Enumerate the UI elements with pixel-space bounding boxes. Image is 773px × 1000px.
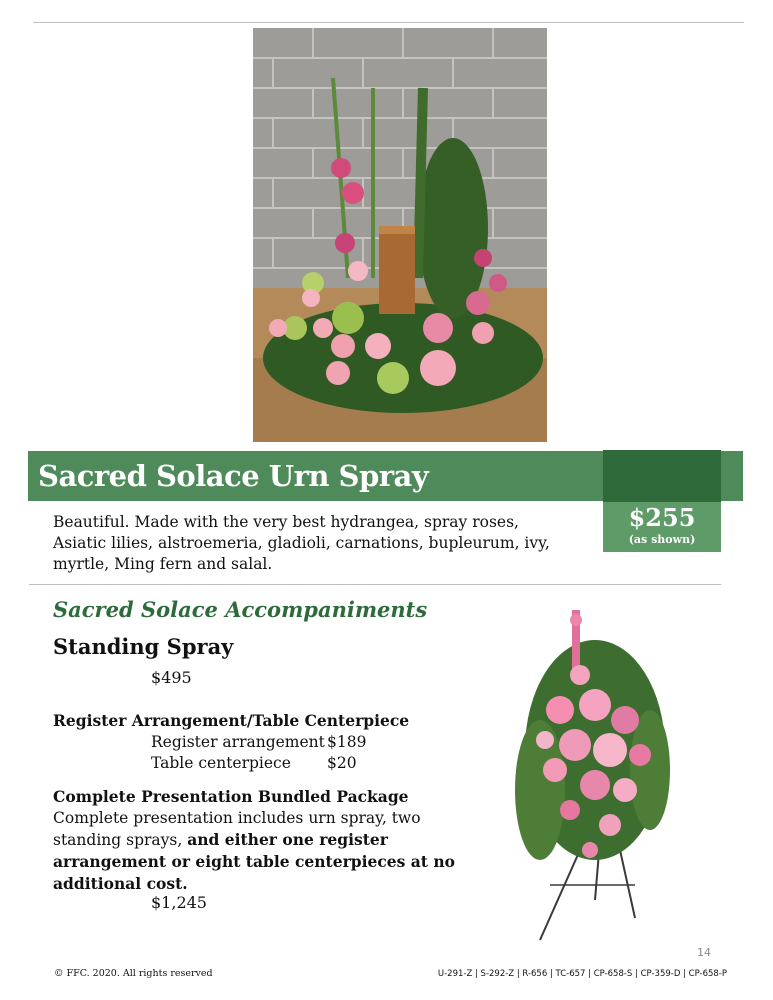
bundle-text: Complete presentation includes urn spray, two standing sprays, <box>53 809 421 849</box>
bundle-price: $1,245 <box>151 893 207 912</box>
section-rule <box>29 584 721 585</box>
copyright: © FFC. 2020. All rights reserved <box>54 968 213 979</box>
centerpiece-row-price: $20 <box>327 754 357 772</box>
bundle-title: Complete Presentation Bundled Package <box>53 787 409 806</box>
product-price: $255 <box>628 503 696 532</box>
product-description: Beautiful. Made with the very best hydrangea, spray roses, Asiatic lilies, alstroemeria, gladioli, carnations, bupleurum, ivy, myrtle, Ming fern and salal. <box>53 513 550 573</box>
standing-spray-title: Standing Spray <box>53 634 234 659</box>
register-row-price: $189 <box>327 733 367 751</box>
bundle-text-bold: and either one register arrangement or eight table centerpieces at no additional cost. <box>53 830 455 893</box>
price-note: (as shown) <box>628 533 696 546</box>
top-rule <box>33 22 744 23</box>
bundle-description <box>53 808 493 895</box>
price-box-accent <box>603 450 721 502</box>
accompaniments-heading: Sacred Solace Accompaniments <box>53 597 428 622</box>
page-number: 14 <box>697 946 711 959</box>
standing-spray-photo <box>500 600 700 945</box>
centerpiece-row-label: Table centerpiece <box>151 754 291 772</box>
urn-spray-photo <box>253 28 547 442</box>
product-title: Sacred Solace Urn Spray <box>38 459 429 493</box>
product-codes: U-291-Z | S-292-Z | R-656 | TC-657 | CP-658-S | CP-359-D | CP-658-P <box>437 969 727 979</box>
standing-spray-price: $495 <box>151 668 192 687</box>
register-row-label: Register arrangement <box>151 733 325 751</box>
register-title: Register Arrangement/Table Centerpiece <box>53 711 410 730</box>
